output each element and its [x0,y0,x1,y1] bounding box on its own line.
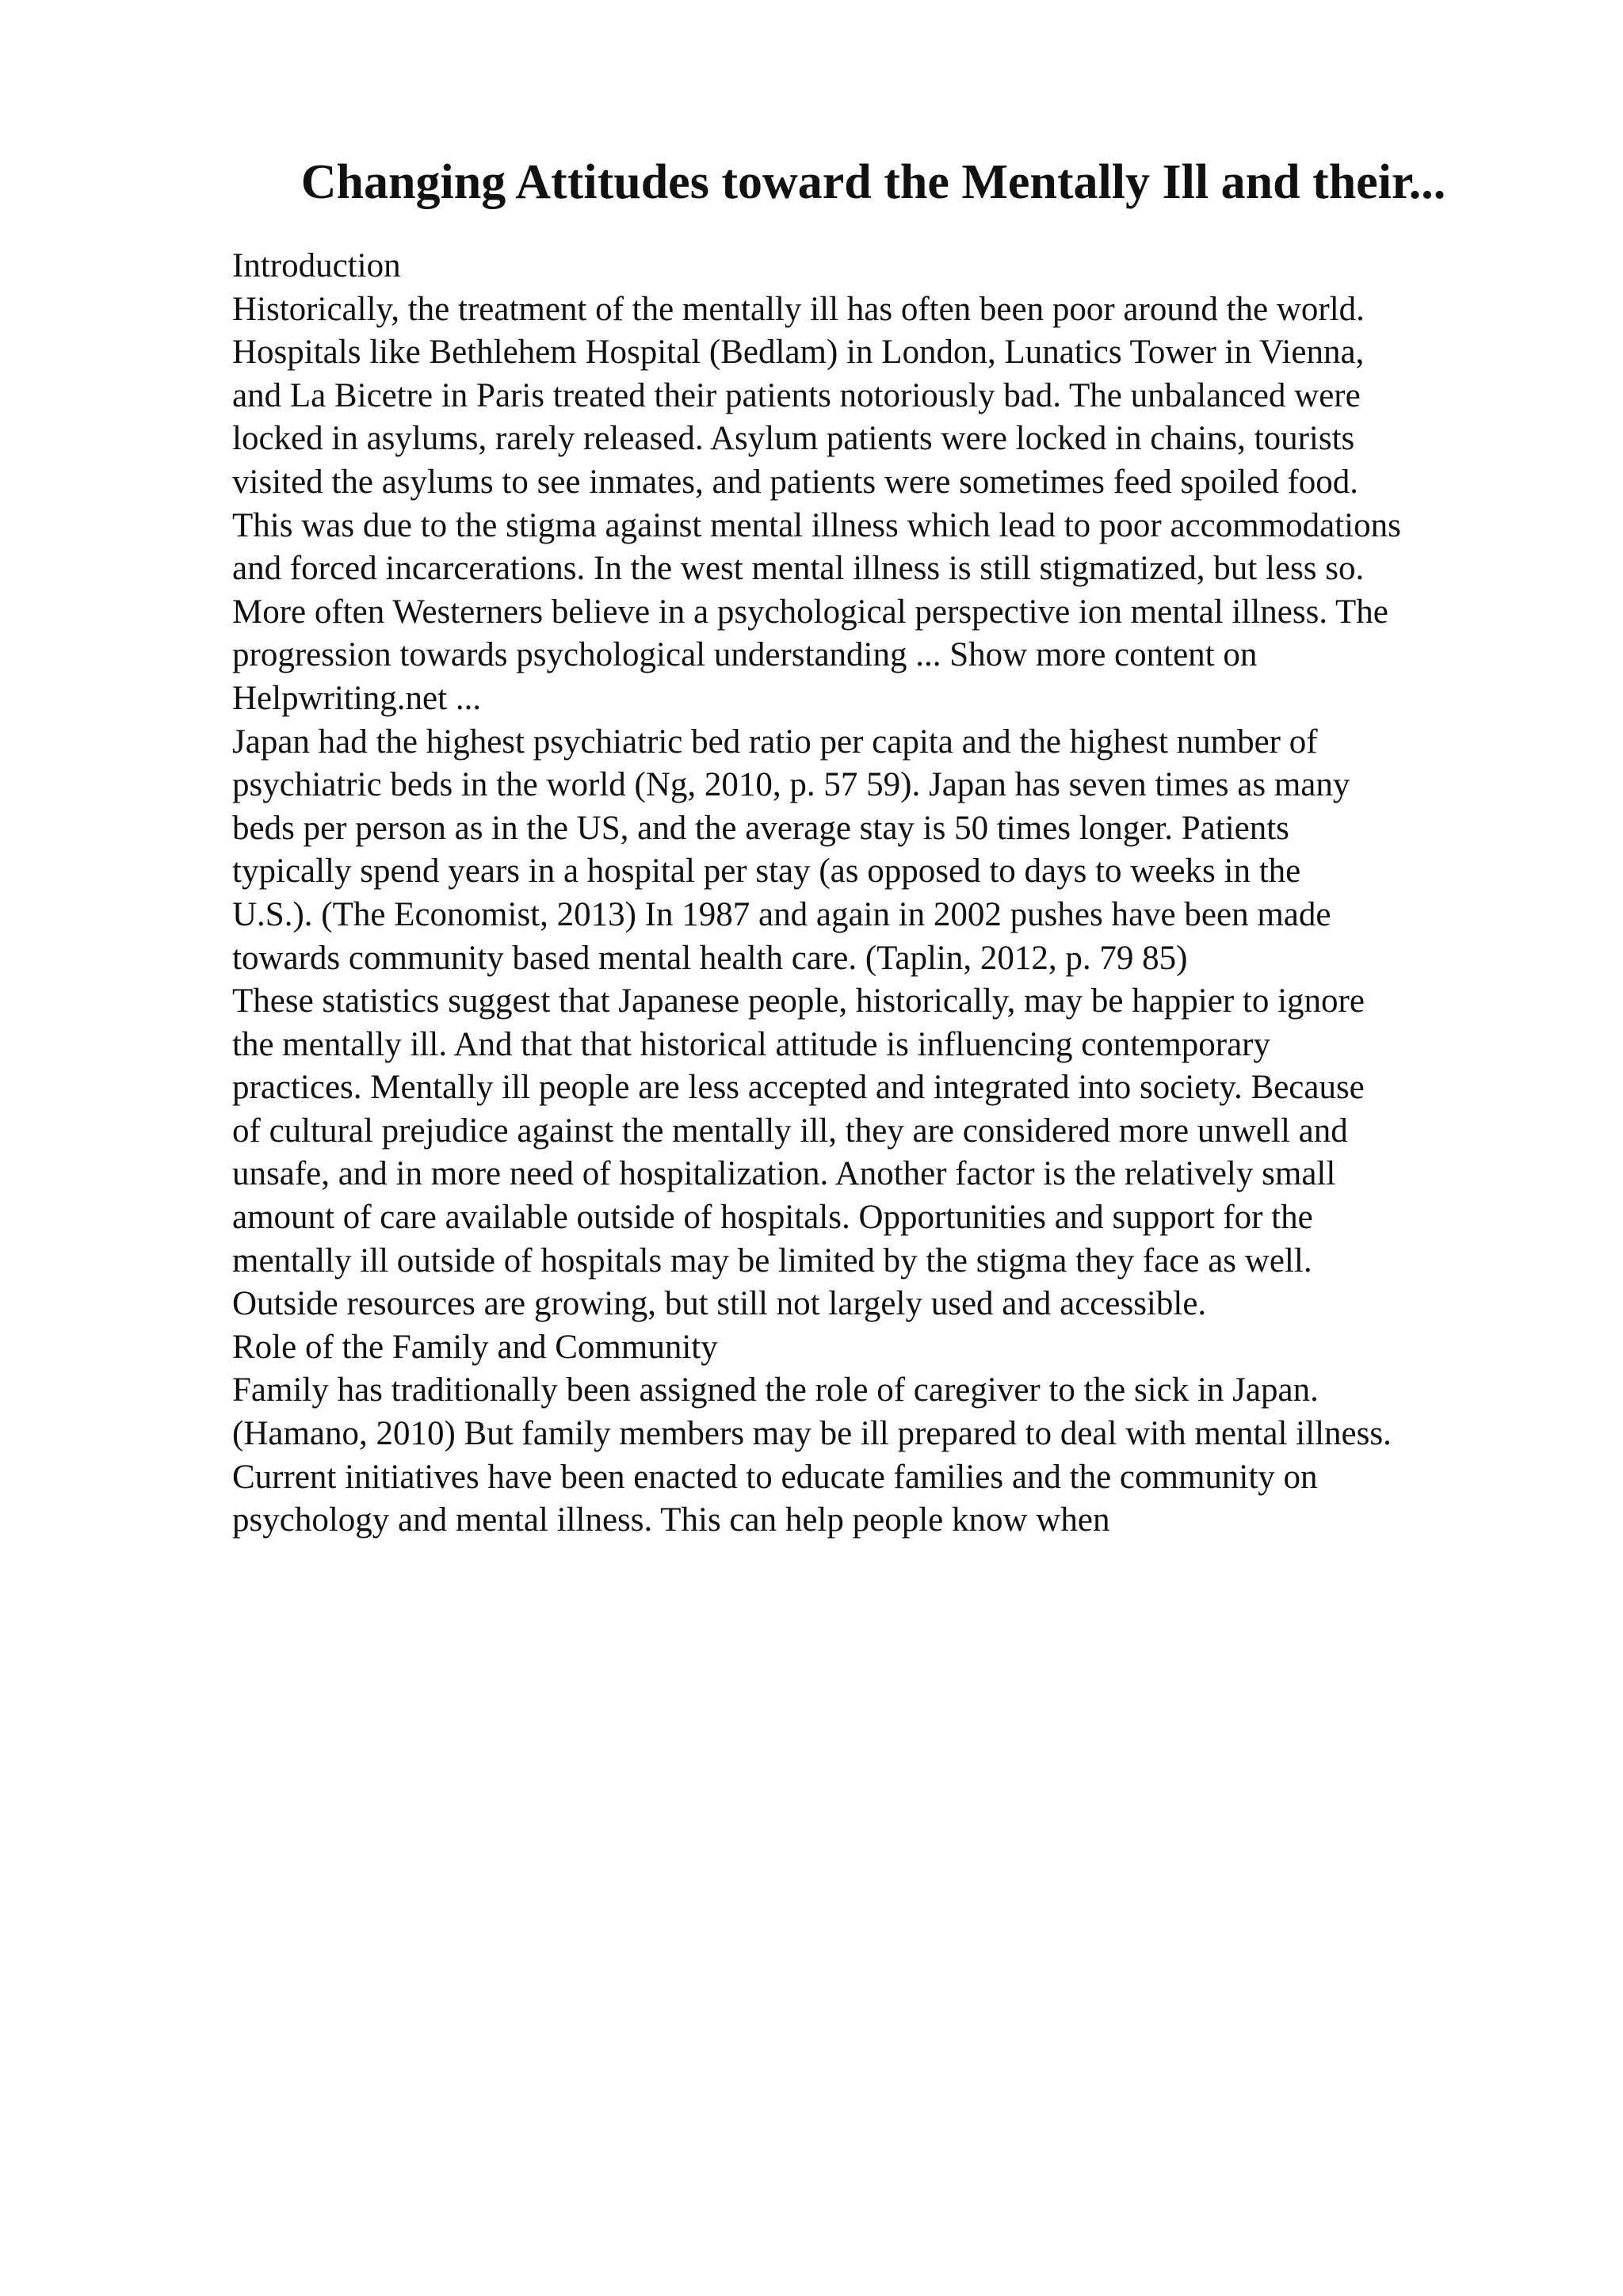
text-line: Historically, the treatment of the mentally ill has often been poor around the world. [232,290,1365,328]
text-line: amount of care available outside of hospitals. Opportunities and support for the [232,1199,1313,1237]
text-line: mentally ill outside of hospitals may be limited by the stigma they face as well. [232,1241,1312,1280]
text-line: and La Bicetre in Paris treated their patients notoriously bad. The unbalanced were [232,376,1361,414]
text-line: These statistics suggest that Japanese people, historically, may be happier to ignore [232,982,1365,1020]
text-line: psychiatric beds in the world (Ng, 2010, p. 57 59). Japan has seven times as many [232,766,1350,804]
document-body [232,245,1524,1543]
text-line: Japan had the highest psychiatric bed ratio per capita and the highest number of [232,723,1318,761]
text-line: (Hamano, 2010) But family members may be ill prepared to deal with mental illness. [232,1415,1392,1453]
text-line: Outside resources are growing, but still not largely used and accessible. [232,1285,1207,1323]
section-heading-introduction: Introduction [232,247,401,284]
text-line: towards community based mental health care. (Taplin, 2012, p. 79 85) [232,939,1188,977]
text-line: beds per person as in the US, and the average stay is 50 times longer. Patients [232,809,1289,847]
text-line: the mentally ill. And that that historical attitude is influencing contemporary [232,1025,1270,1063]
text-line: typically spend years in a hospital per stay (as opposed to days to weeks in the [232,852,1301,891]
text-line: U.S.). (The Economist, 2013) In 1987 and again in 2002 pushes have been made [232,895,1331,933]
text-line: of cultural prejudice against the mentally ill, they are considered more unwell and [232,1112,1348,1150]
text-line: unsafe, and in more need of hospitalization. Another factor is the relatively small [232,1155,1336,1193]
text-line: practices. Mentally ill people are less accepted and integrated into society. Because [232,1069,1365,1107]
text-line: progression towards psychological understanding ... Show more content on [232,636,1258,674]
text-line: Hospitals like Bethlehem Hospital (Bedlam) in London, Lunatics Tower in Vienna, [232,334,1365,372]
text-line: Family has traditionally been assigned the role of caregiver to the sick in Japan. [232,1371,1319,1409]
text-line: Helpwriting.net ... [232,679,482,717]
section-heading-family-community: Role of the Family and Community [232,1328,718,1366]
document-title: Changing Attitudes toward the Mentally Ill and their... [300,155,1446,209]
text-line: More often Westerners believe in a psychological perspective ion mental illness. The [232,593,1388,631]
text-line: psychology and mental illness. This can help people know when [232,1501,1110,1539]
text-line: This was due to the stigma against mental illness which lead to poor accommodations [232,506,1401,544]
text-line: visited the asylums to see inmates, and patients were sometimes feed spoiled food. [232,463,1359,501]
text-line: and forced incarcerations. In the west mental illness is still stigmatized, but less so. [232,550,1365,588]
text-line: Current initiatives have been enacted to educate families and the community on [232,1458,1318,1496]
text-line: locked in asylums, rarely released. Asylum patients were locked in chains, tourists [232,420,1355,458]
